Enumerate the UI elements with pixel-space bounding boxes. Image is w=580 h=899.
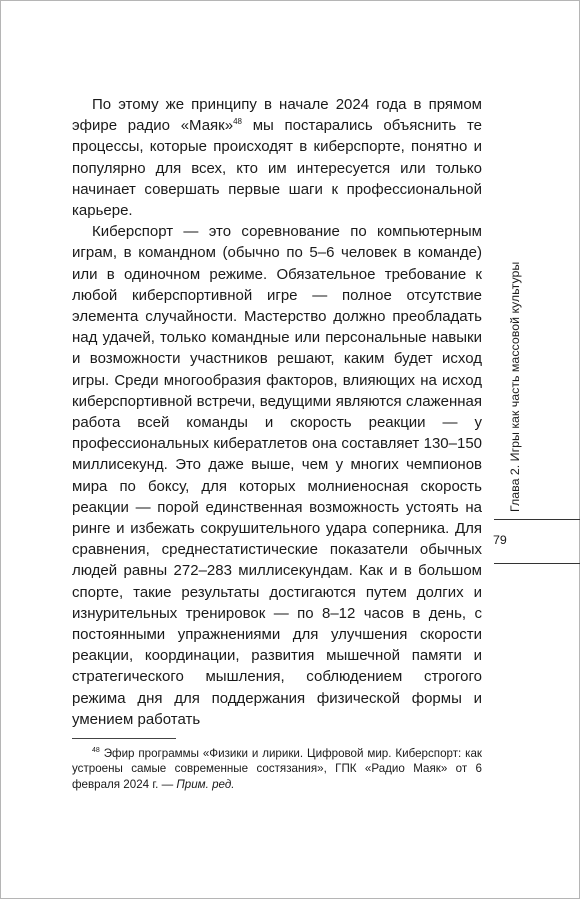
margin-rule-bottom	[494, 563, 580, 564]
page-number: 79	[493, 533, 507, 547]
paragraph-2: Киберспорт — это соревнование по компьютерным играм, в командном (обычно по 5–6 человек в команде) или в одиночном режиме. Обязательное требование к любой киберспортивной игре — полное отсутствие элемента случайности. Мастерство должно преобладать над удачей, только командные или персональные навыки и возможности участников решают, каким будет исход игры. Среди многообразия факторов, влияющих на исход киберспортивной встречи, ведущими являются слаженная работа всей команды и скорость реакции — у профессиональных кибератлетов она составляет 130–150 миллисекунд. Это даже выше, чем у многих чемпионов мира по боксу, для которых молниеносная скорость реакции — порой единственная возможность устоять на ринге и избежать сокрушительного удара соперника. Для сравнения, среднестатистические показатели обычных людей равны 272–283 миллисекундам. Как и в большом спорте, такие результаты достигаются путем долгих и изнурительных тренировок — по 8–12 часов в день, с постоянными упражнениями для улучшения скорости реакции, координации, развития мышечной памяти и стратегического мышления, соблюдением строгого режима дня для поддержания физической формы и умением работать	[72, 223, 482, 728]
footnote-number: 48	[92, 747, 100, 755]
footnote	[72, 746, 482, 792]
footnote-text: Эфир программы «Физики и лирики. Цифровой мир. Киберспорт: как устроены самые современные состязания», ГПК «Радио Маяк» от 6 февраля 2024 г. —	[72, 747, 482, 791]
footnote-reference[interactable]: 48	[233, 117, 242, 127]
paragraph-1-text-after-note: мы постарались объяснить те процессы, которые происходят в киберспорте, понятно и популярно для всех, кто им интересуется или только начинает совершать первые шаги к профессиональной карьере.	[72, 117, 482, 220]
paragraph-1	[72, 94, 482, 221]
main-text	[72, 94, 482, 730]
footnote-editor-note: Прим. ред.	[176, 777, 235, 791]
footnote-divider	[72, 738, 176, 739]
running-head-chapter-title: Глава 2. Игры как часть массовой культуры	[508, 261, 522, 512]
margin-rule-top	[494, 519, 580, 520]
paragraph-1-text-before-note: По этому же принципу в начале 2024 года в прямом эфире радио «Маяк»	[72, 96, 482, 135]
